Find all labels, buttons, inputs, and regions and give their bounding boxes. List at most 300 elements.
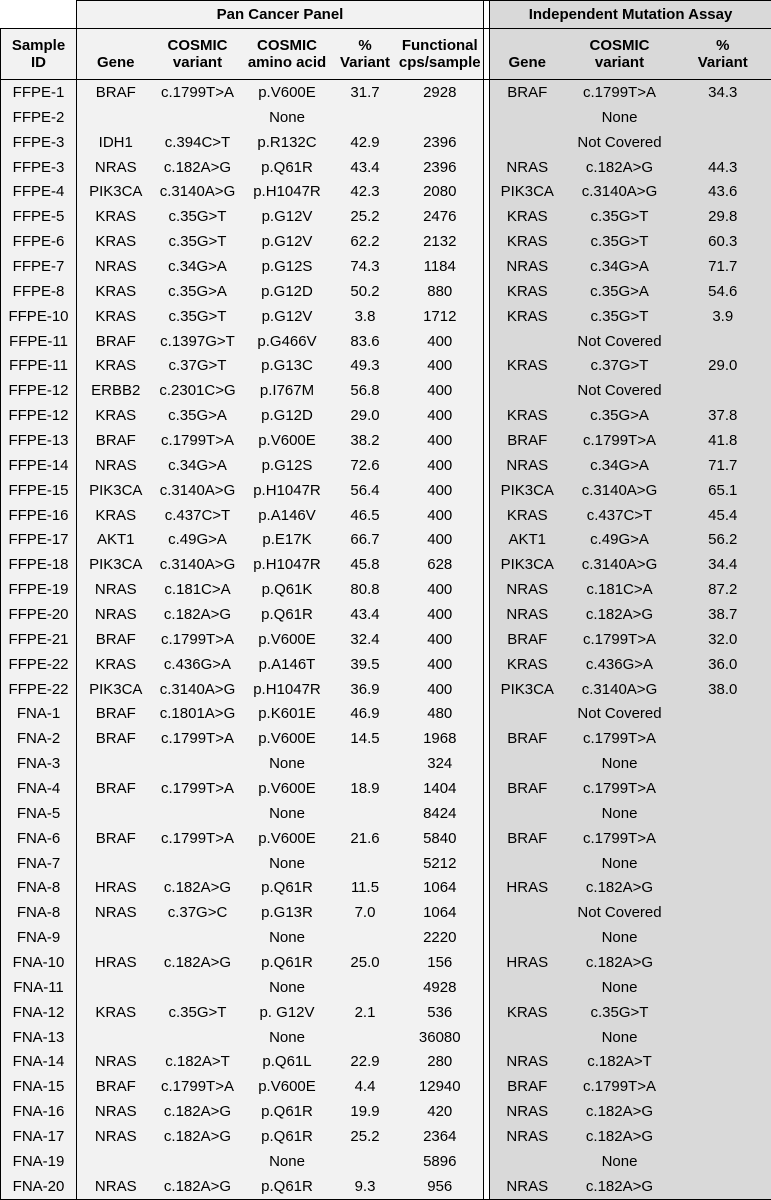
ind-pct-variant-cell: 3.9 [675, 304, 771, 329]
table-row [1, 1174, 771, 1199]
pan-pct-variant-cell: 62.2 [334, 229, 397, 254]
ind-pct-variant-cell [675, 751, 771, 776]
pan-gene-cell: BRAF [77, 428, 155, 453]
pan-cosmic-aa-cell: p.V600E [241, 726, 334, 751]
ind-pct-variant-cell: 37.8 [675, 403, 771, 428]
table-row [1, 503, 771, 528]
ind-cosmic-variant-cell: None [565, 1149, 675, 1174]
pan-pct-variant-cell [334, 975, 397, 1000]
pan-pct-variant-cell [334, 751, 397, 776]
ind-gene-cell [490, 925, 565, 950]
pan-cosmic-variant-cell: c.2301C>G [155, 378, 241, 403]
pan-cosmic-aa-header-line1: COSMIC [241, 29, 334, 55]
pan-cosmic-variant-cell: c.37G>T [155, 353, 241, 378]
table-row [1, 1099, 771, 1124]
pan-cosmic-aa-cell: p.G13R [241, 900, 334, 925]
table-row [1, 254, 771, 279]
ind-pct-variant-cell [675, 1074, 771, 1099]
ind-pct-variant-cell [675, 801, 771, 826]
ind-gene-cell: NRAS [490, 1174, 565, 1199]
ind-pct-variant-cell: 41.8 [675, 428, 771, 453]
pan-cosmic-variant-cell: c.182A>G [155, 950, 241, 975]
pan-functional-cps-cell: 2220 [397, 925, 484, 950]
ind-gene-cell: PIK3CA [490, 478, 565, 503]
pan-gene-cell: PIK3CA [77, 552, 155, 577]
ind-pct-variant-cell [675, 776, 771, 801]
ind-cosmic-variant-cell: c.37G>T [565, 353, 675, 378]
table-row [1, 329, 771, 354]
pan-cosmic-variant-cell [155, 1025, 241, 1050]
pan-cosmic-aa-cell: p.V600E [241, 80, 334, 105]
ind-cosmic-variant-cell: c.3140A>G [565, 552, 675, 577]
ind-pct-variant-cell: 29.8 [675, 204, 771, 229]
ind-gene-cell [490, 130, 565, 155]
pan-cosmic-variant-cell: c.1801A>G [155, 701, 241, 726]
ind-pct-variant-cell: 60.3 [675, 229, 771, 254]
table-row [1, 1074, 771, 1099]
pan-pct-variant-cell: 25.0 [334, 950, 397, 975]
ind-gene-cell: HRAS [490, 950, 565, 975]
pan-functional-cps-cell: 420 [397, 1099, 484, 1124]
ind-gene-cell: BRAF [490, 726, 565, 751]
ind-pct-variant-cell [675, 701, 771, 726]
sample-id-cell: FNA-11 [1, 975, 77, 1000]
table-row [1, 279, 771, 304]
ind-pct-variant-cell: 34.4 [675, 552, 771, 577]
ind-gene-cell: KRAS [490, 1000, 565, 1025]
table-row [1, 229, 771, 254]
pan-cosmic-aa-cell: p.Q61R [241, 1174, 334, 1199]
pan-functional-cps-cell: 1968 [397, 726, 484, 751]
sample-id-header-line1: Sample [1, 29, 77, 55]
ind-pct-variant-cell: 36.0 [675, 652, 771, 677]
table-row [1, 876, 771, 901]
ind-cosmic-variant-cell: c.35G>T [565, 1000, 675, 1025]
pan-functional-header-line1: Functional [397, 29, 484, 55]
table-row [1, 1149, 771, 1174]
pan-gene-cell: AKT1 [77, 527, 155, 552]
pan-functional-cps-cell: 2476 [397, 204, 484, 229]
pan-pct-variant-header-line2: Variant [334, 54, 397, 80]
pan-pct-variant-cell [334, 1025, 397, 1050]
pan-functional-cps-cell: 2080 [397, 179, 484, 204]
pan-cosmic-variant-cell: c.182A>T [155, 1050, 241, 1075]
sample-id-cell: FFPE-18 [1, 552, 77, 577]
pan-functional-cps-cell: 400 [397, 453, 484, 478]
ind-gene-cell: NRAS [490, 1099, 565, 1124]
pan-functional-cps-cell: 2928 [397, 80, 484, 105]
ind-pct-variant-cell [675, 1099, 771, 1124]
ind-cosmic-variant-cell: c.182A>T [565, 1050, 675, 1075]
pan-cosmic-aa-cell: p.G12D [241, 403, 334, 428]
pan-cosmic-aa-cell: p.G12D [241, 279, 334, 304]
pan-gene-cell: NRAS [77, 1124, 155, 1149]
pan-functional-cps-cell: 36080 [397, 1025, 484, 1050]
pan-gene-cell: BRAF [77, 776, 155, 801]
pan-cosmic-variant-cell: c.182A>G [155, 602, 241, 627]
ind-gene-cell: HRAS [490, 876, 565, 901]
pan-functional-cps-cell: 880 [397, 279, 484, 304]
sample-id-cell: FNA-20 [1, 1174, 77, 1199]
ind-cosmic-variant-cell: c.182A>G [565, 1099, 675, 1124]
ind-pct-variant-cell: 32.0 [675, 627, 771, 652]
table-row [1, 975, 771, 1000]
sample-id-cell: FFPE-17 [1, 527, 77, 552]
sample-id-cell: FNA-8 [1, 900, 77, 925]
pan-cosmic-aa-cell: p.Q61R [241, 876, 334, 901]
pan-cosmic-aa-cell: p.G12S [241, 453, 334, 478]
pan-cosmic-aa-cell: p.G12V [241, 304, 334, 329]
pan-gene-cell: PIK3CA [77, 478, 155, 503]
ind-cosmic-variant-cell: c.182A>G [565, 1124, 675, 1149]
pan-functional-cps-cell: 5212 [397, 851, 484, 876]
ind-gene-cell: BRAF [490, 1074, 565, 1099]
pan-pct-variant-cell: 83.6 [334, 329, 397, 354]
table-row [1, 577, 771, 602]
pan-cosmic-variant-cell: c.35G>T [155, 304, 241, 329]
pan-pct-variant-cell: 74.3 [334, 254, 397, 279]
pan-cosmic-aa-cell: p.Q61R [241, 602, 334, 627]
ind-pct-variant-cell [675, 925, 771, 950]
sample-id-cell: FNA-1 [1, 701, 77, 726]
sample-id-cell: FFPE-12 [1, 403, 77, 428]
pan-gene-cell: KRAS [77, 1000, 155, 1025]
table-row [1, 1124, 771, 1149]
sample-id-cell: FFPE-15 [1, 478, 77, 503]
ind-cosmic-variant-cell: c.35G>A [565, 279, 675, 304]
ind-gene-cell: NRAS [490, 602, 565, 627]
ind-pct-variant-cell: 45.4 [675, 503, 771, 528]
pan-gene-header: Gene [77, 54, 155, 80]
ind-cosmic-variant-cell: c.3140A>G [565, 478, 675, 503]
ind-cosmic-variant-cell: c.1799T>A [565, 826, 675, 851]
ind-gene-cell [490, 900, 565, 925]
sample-id-cell: FFPE-1 [1, 80, 77, 105]
table-row [1, 552, 771, 577]
pan-cosmic-aa-cell: p.G466V [241, 329, 334, 354]
ind-cosmic-variant-cell: c.1799T>A [565, 776, 675, 801]
sample-id-cell: FNA-5 [1, 801, 77, 826]
sample-id-cell: FNA-15 [1, 1074, 77, 1099]
ind-gene-cell: BRAF [490, 428, 565, 453]
pan-gene-cell: IDH1 [77, 130, 155, 155]
pan-cosmic-aa-cell: p.V600E [241, 826, 334, 851]
ind-pct-variant-cell [675, 1124, 771, 1149]
ind-gene-header-line1 [490, 29, 565, 55]
sample-id-cell: FFPE-10 [1, 304, 77, 329]
pan-cosmic-variant-cell: c.34G>A [155, 453, 241, 478]
ind-gene-cell: AKT1 [490, 527, 565, 552]
sample-id-cell: FFPE-3 [1, 130, 77, 155]
pan-functional-cps-cell: 2396 [397, 130, 484, 155]
pan-pct-variant-cell: 38.2 [334, 428, 397, 453]
pan-gene-cell: BRAF [77, 701, 155, 726]
pan-cosmic-variant-cell: c.182A>G [155, 1174, 241, 1199]
pan-gene-header-line1 [77, 29, 155, 55]
pan-gene-cell: KRAS [77, 503, 155, 528]
pan-cosmic-variant-cell: c.3140A>G [155, 478, 241, 503]
pan-gene-cell: NRAS [77, 602, 155, 627]
sample-id-cell: FNA-7 [1, 851, 77, 876]
pan-cosmic-variant-cell [155, 925, 241, 950]
pan-cosmic-variant-cell: c.182A>G [155, 1099, 241, 1124]
sample-id-cell: FFPE-21 [1, 627, 77, 652]
ind-cosmic-variant-cell: c.182A>G [565, 876, 675, 901]
sample-id-cell: FNA-8 [1, 876, 77, 901]
pan-pct-variant-cell: 3.8 [334, 304, 397, 329]
ind-pct-variant-cell [675, 1025, 771, 1050]
pan-cosmic-variant-cell: c.3140A>G [155, 677, 241, 702]
pan-gene-cell [77, 751, 155, 776]
pan-functional-cps-cell: 536 [397, 1000, 484, 1025]
pan-pct-variant-cell: 4.4 [334, 1074, 397, 1099]
pan-pct-variant-cell: 46.5 [334, 503, 397, 528]
ind-gene-cell: NRAS [490, 453, 565, 478]
ind-gene-cell [490, 975, 565, 1000]
pan-gene-cell: KRAS [77, 304, 155, 329]
pan-pct-variant-cell [334, 851, 397, 876]
table-row [1, 204, 771, 229]
sample-id-header-line2: ID [1, 54, 77, 80]
pan-cosmic-aa-cell: p.H1047R [241, 179, 334, 204]
pan-cosmic-variant-header-line2: variant [155, 54, 241, 80]
ind-cosmic-variant-cell: c.1799T>A [565, 627, 675, 652]
pan-pct-variant-cell: 18.9 [334, 776, 397, 801]
pan-cosmic-variant-cell: c.35G>A [155, 403, 241, 428]
ind-gene-header: Gene [490, 54, 565, 80]
pan-functional-cps-cell: 156 [397, 950, 484, 975]
pan-gene-cell: PIK3CA [77, 179, 155, 204]
table-row [1, 1025, 771, 1050]
table-row [1, 950, 771, 975]
pan-cosmic-aa-cell: p.V600E [241, 1074, 334, 1099]
pan-gene-cell: BRAF [77, 80, 155, 105]
ind-cosmic-variant-cell: c.182A>G [565, 155, 675, 180]
pan-gene-cell: KRAS [77, 403, 155, 428]
ind-pct-variant-cell: 38.7 [675, 602, 771, 627]
ind-cosmic-variant-cell: c.49G>A [565, 527, 675, 552]
pan-pct-variant-cell: 43.4 [334, 602, 397, 627]
pan-pct-variant-cell: 56.8 [334, 378, 397, 403]
pan-cosmic-aa-cell: p.H1047R [241, 552, 334, 577]
pan-pct-variant-cell: 43.4 [334, 155, 397, 180]
pan-pct-variant-cell: 19.9 [334, 1099, 397, 1124]
ind-pct-variant-cell [675, 1000, 771, 1025]
table-header [1, 1, 771, 80]
ind-pct-variant-cell: 71.7 [675, 254, 771, 279]
pan-pct-variant-cell: 49.3 [334, 353, 397, 378]
pan-functional-cps-cell: 8424 [397, 801, 484, 826]
pan-pct-variant-cell: 66.7 [334, 527, 397, 552]
pan-gene-cell [77, 851, 155, 876]
pan-cosmic-variant-cell: c.437C>T [155, 503, 241, 528]
pan-pct-variant-cell [334, 801, 397, 826]
ind-cosmic-variant-cell: c.3140A>G [565, 677, 675, 702]
pan-gene-cell [77, 975, 155, 1000]
table-row [1, 701, 771, 726]
pan-cosmic-aa-cell: p.E17K [241, 527, 334, 552]
pan-cosmic-variant-cell: c.394C>T [155, 130, 241, 155]
pan-cosmic-variant-cell: c.1799T>A [155, 1074, 241, 1099]
ind-gene-cell: KRAS [490, 652, 565, 677]
pan-cosmic-aa-cell: p.V600E [241, 776, 334, 801]
header-row-2 [1, 54, 771, 80]
pan-cosmic-aa-cell: None [241, 851, 334, 876]
ind-pct-variant-cell: 38.0 [675, 677, 771, 702]
ind-pct-variant-cell: 71.7 [675, 453, 771, 478]
pan-functional-cps-cell: 400 [397, 353, 484, 378]
table-row [1, 925, 771, 950]
ind-cosmic-variant-cell: c.35G>T [565, 304, 675, 329]
pan-cosmic-variant-cell [155, 851, 241, 876]
pan-functional-cps-cell: 12940 [397, 1074, 484, 1099]
pan-cosmic-variant-cell: c.1799T>A [155, 627, 241, 652]
pan-pct-variant-cell: 2.1 [334, 1000, 397, 1025]
table-row [1, 677, 771, 702]
ind-gene-cell: KRAS [490, 403, 565, 428]
ind-pct-variant-cell: 29.0 [675, 353, 771, 378]
ind-pct-variant-cell: 43.6 [675, 179, 771, 204]
table-row [1, 453, 771, 478]
ind-cosmic-variant-cell: c.436G>A [565, 652, 675, 677]
pan-functional-cps-cell: 400 [397, 478, 484, 503]
pan-pct-variant-cell: 14.5 [334, 726, 397, 751]
pan-gene-cell: NRAS [77, 453, 155, 478]
sample-id-cell: FNA-12 [1, 1000, 77, 1025]
sample-id-cell: FFPE-2 [1, 105, 77, 130]
sample-id-cell: FNA-3 [1, 751, 77, 776]
pan-pct-variant-cell: 7.0 [334, 900, 397, 925]
sample-id-cell: FNA-2 [1, 726, 77, 751]
sample-id-cell: FFPE-22 [1, 652, 77, 677]
pan-cosmic-aa-cell: p.G12V [241, 229, 334, 254]
pan-cosmic-variant-cell: c.35G>T [155, 1000, 241, 1025]
sample-id-cell: FFPE-16 [1, 503, 77, 528]
ind-gene-cell: NRAS [490, 155, 565, 180]
table-row [1, 801, 771, 826]
ind-cosmic-variant-cell: None [565, 1025, 675, 1050]
pan-gene-cell [77, 1025, 155, 1050]
table-row [1, 1050, 771, 1075]
pan-gene-cell: KRAS [77, 229, 155, 254]
pan-cosmic-variant-cell: c.35G>T [155, 229, 241, 254]
table-row [1, 155, 771, 180]
ind-cosmic-variant-cell: c.181C>A [565, 577, 675, 602]
pan-cosmic-variant-cell: c.1799T>A [155, 776, 241, 801]
pan-cosmic-variant-cell: c.1799T>A [155, 726, 241, 751]
pan-functional-cps-cell [397, 105, 484, 130]
pan-gene-cell: KRAS [77, 279, 155, 304]
ind-pct-variant-cell: 44.3 [675, 155, 771, 180]
table-row [1, 826, 771, 851]
ind-gene-cell [490, 1025, 565, 1050]
pan-gene-cell [77, 1149, 155, 1174]
ind-cosmic-variant-cell: Not Covered [565, 378, 675, 403]
pan-gene-cell: BRAF [77, 826, 155, 851]
pan-cosmic-aa-cell: p.H1047R [241, 677, 334, 702]
ind-pct-variant-cell [675, 130, 771, 155]
ind-gene-cell: NRAS [490, 1050, 565, 1075]
pan-pct-variant-cell: 11.5 [334, 876, 397, 901]
ind-cosmic-variant-cell: c.1799T>A [565, 80, 675, 105]
ind-pct-variant-cell [675, 950, 771, 975]
ind-cosmic-variant-cell: None [565, 801, 675, 826]
ind-cosmic-variant-cell: None [565, 105, 675, 130]
sample-id-cell: FFPE-3 [1, 155, 77, 180]
ind-cosmic-variant-cell: c.182A>G [565, 1174, 675, 1199]
pan-cosmic-aa-cell: p.K601E [241, 701, 334, 726]
pan-gene-cell: NRAS [77, 155, 155, 180]
pan-cosmic-variant-cell: c.35G>A [155, 279, 241, 304]
pan-functional-cps-cell: 400 [397, 677, 484, 702]
sample-id-cell: FFPE-6 [1, 229, 77, 254]
pan-cosmic-variant-header-line1: COSMIC [155, 29, 241, 55]
pan-functional-cps-cell: 5840 [397, 826, 484, 851]
pan-cosmic-variant-cell: c.1397G>T [155, 329, 241, 354]
ind-pct-variant-cell [675, 900, 771, 925]
ind-cosmic-variant-cell: c.182A>G [565, 602, 675, 627]
pan-cosmic-variant-cell: c.35G>T [155, 204, 241, 229]
table-row [1, 428, 771, 453]
pan-functional-cps-cell: 1064 [397, 876, 484, 901]
pan-cosmic-aa-header-line2: amino acid [241, 54, 334, 80]
pan-pct-variant-cell: 25.2 [334, 1124, 397, 1149]
table-row [1, 602, 771, 627]
pan-cosmic-variant-cell [155, 801, 241, 826]
pan-functional-cps-cell: 2364 [397, 1124, 484, 1149]
header-corner [1, 1, 77, 29]
table-row [1, 304, 771, 329]
pan-pct-variant-cell: 22.9 [334, 1050, 397, 1075]
sample-id-cell: FFPE-22 [1, 677, 77, 702]
pan-cosmic-aa-cell: None [241, 975, 334, 1000]
pan-pct-variant-cell [334, 105, 397, 130]
ind-pct-variant-cell [675, 826, 771, 851]
table-row [1, 378, 771, 403]
pan-gene-cell: HRAS [77, 876, 155, 901]
ind-pct-variant-cell [675, 1149, 771, 1174]
pan-functional-cps-cell: 400 [397, 652, 484, 677]
sample-id-cell: FNA-6 [1, 826, 77, 851]
pan-pct-variant-cell [334, 1149, 397, 1174]
pan-functional-cps-cell: 400 [397, 577, 484, 602]
ind-cosmic-variant-cell: None [565, 975, 675, 1000]
pan-pct-variant-cell: 46.9 [334, 701, 397, 726]
table-row [1, 130, 771, 155]
pan-cosmic-aa-cell: p.Q61R [241, 155, 334, 180]
pan-cosmic-variant-cell: c.34G>A [155, 254, 241, 279]
pan-gene-cell: KRAS [77, 204, 155, 229]
sample-id-cell: FFPE-5 [1, 204, 77, 229]
pan-pct-variant-cell: 21.6 [334, 826, 397, 851]
independent-assay-title: Independent Mutation Assay [490, 1, 771, 29]
ind-cosmic-variant-cell: None [565, 925, 675, 950]
ind-pct-variant-cell [675, 851, 771, 876]
pan-cosmic-aa-cell: p.G12S [241, 254, 334, 279]
ind-gene-cell: KRAS [490, 353, 565, 378]
pan-cosmic-aa-cell: p.V600E [241, 627, 334, 652]
sample-id-cell: FFPE-19 [1, 577, 77, 602]
table-row [1, 403, 771, 428]
sample-id-cell: FNA-13 [1, 1025, 77, 1050]
ind-gene-cell: PIK3CA [490, 552, 565, 577]
pan-pct-variant-cell: 42.3 [334, 179, 397, 204]
pan-gene-cell: BRAF [77, 1074, 155, 1099]
pan-cosmic-aa-cell: p.Q61L [241, 1050, 334, 1075]
ind-pct-variant-cell: 34.3 [675, 80, 771, 105]
pan-pct-variant-cell: 32.4 [334, 627, 397, 652]
pan-cosmic-aa-cell: None [241, 1149, 334, 1174]
